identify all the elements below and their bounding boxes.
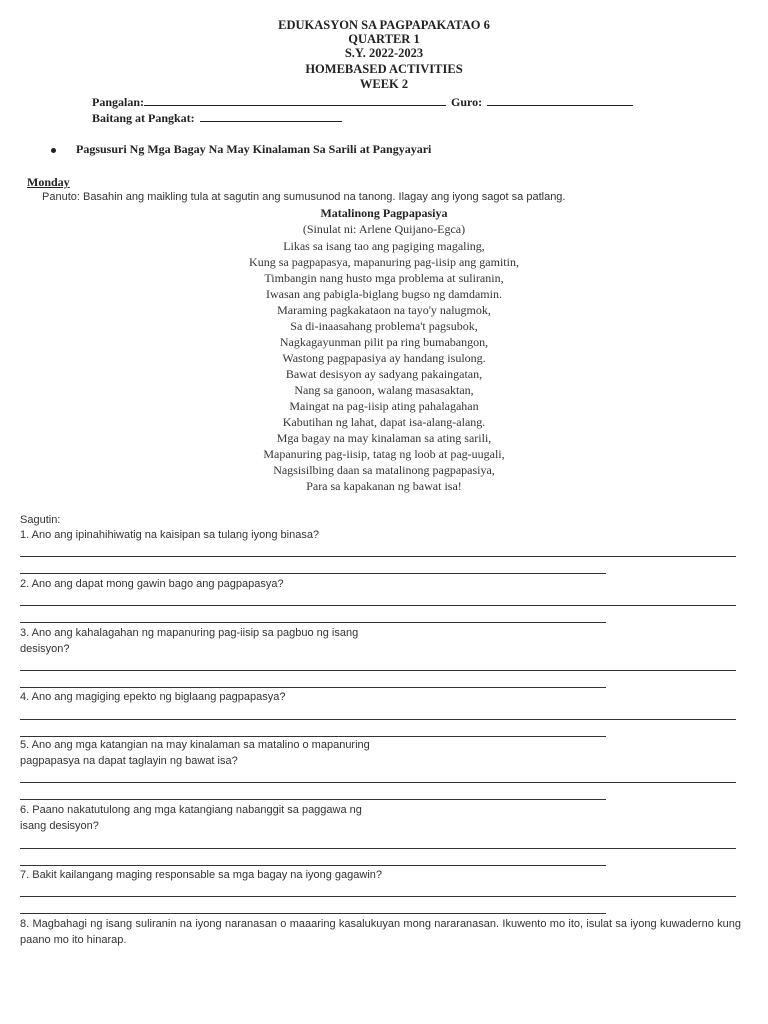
week-label: WEEK 2 — [359, 77, 409, 91]
day-heading: Monday — [27, 175, 70, 189]
poem-title: Matalinong Pagpapasiya — [320, 206, 448, 220]
question-5-cont: pagpapasya na dapat taglayin ng bawat isa? — [20, 755, 238, 767]
poem-line: Likas sa isang tao ang pagiging magaling, — [283, 239, 485, 253]
answer-line[interactable] — [20, 736, 606, 737]
question-6-cont: isang desisyon? — [20, 820, 99, 832]
poem-line: Timbangin nang husto mga problema at suliranin, — [264, 271, 504, 285]
question-4: 4. Ano ang magiging epekto ng biglaang pagpapasya? — [20, 691, 286, 703]
poem-author: (Sinulat ni: Arlene Quijano-Egca) — [302, 222, 466, 236]
name-label: Pangalan: — [92, 95, 145, 109]
answer-line[interactable] — [20, 719, 736, 720]
answer-line[interactable] — [20, 670, 736, 671]
answer-line[interactable] — [20, 573, 606, 574]
answer-line[interactable] — [20, 605, 736, 606]
instructions-text: Panuto: Basahin ang maikling tula at sagutin ang sumusunod na tanong. Ilagay ang iyong sagot sa patlang. — [42, 191, 566, 203]
poem-line: Maingat na pag-iisip ating pahalagahan — [289, 399, 479, 413]
question-7: 7. Bakit kailangang maging responsable sa mga bagay na iyong gagawin? — [20, 869, 383, 881]
answer-line[interactable] — [20, 848, 736, 849]
activity-title: HOMEBASED ACTIVITIES — [305, 62, 463, 76]
poem-line: Kabutihan ng lahat, dapat isa-alang-alang. — [282, 415, 486, 429]
poem-line: Bawat desisyon ay sadyang pakaingatan, — [285, 367, 483, 381]
poem-line: Wastong pagpapasiya ay handang isulong. — [282, 351, 486, 365]
answer-line[interactable] — [20, 622, 606, 623]
answer-line[interactable] — [20, 799, 606, 800]
name-blank[interactable] — [144, 93, 446, 106]
question-8: 8. Magbahagi ng isang suliranin na iyong naranasan o maaaring kasalukuyan mong nararanasan. Ikuwento mo ito, isulat sa iyong kuwaderno kung paano mo ito hinarap. — [20, 918, 741, 946]
poem-line: Sa di-inaasahang problema't pagsubok, — [290, 319, 478, 333]
poem-line: Maraming pagkakataon na tayo'y nalugmok, — [277, 303, 491, 317]
answer-label: Sagutin: — [20, 514, 61, 526]
quarter-label: QUARTER 1 — [348, 32, 420, 46]
grade-blank[interactable] — [200, 109, 342, 122]
grade-label: Baitang at Pangkat: — [92, 111, 195, 125]
bullet-icon — [51, 148, 56, 153]
poem-line: Para sa kapakanan ng bawat isa! — [306, 479, 462, 493]
subject-title: EDUKASYON SA PAGPAPAKATAO 6 — [278, 18, 490, 32]
school-year-label: S.Y. 2022-2023 — [344, 46, 424, 60]
grade-field-row — [92, 109, 342, 126]
poem-line: Iwasan ang pabigla-biglang bugso ng damdamin. — [266, 287, 502, 301]
answer-line[interactable] — [20, 556, 736, 557]
poem-line: Nagkagayunman pilit pa ring bumabangon, — [279, 335, 489, 349]
name-field-row — [92, 93, 633, 110]
answer-line[interactable] — [20, 913, 606, 914]
poem-line: Kung sa pagpapasya, mapanuring pag-iisip ang gamitin, — [249, 255, 519, 269]
answer-line[interactable] — [20, 896, 736, 897]
question-3-cont: desisyon? — [20, 643, 70, 655]
question-5: 5. Ano ang mga katangian na may kinalaman sa matalino o mapanuring — [20, 739, 370, 751]
teacher-label: Guro: — [451, 95, 483, 109]
question-2: 2. Ano ang dapat mong gawin bago ang pagpapasya? — [20, 578, 284, 590]
answer-line[interactable] — [20, 865, 606, 866]
poem-line: Mga bagay na may kinalaman sa ating sarili, — [276, 431, 492, 445]
poem-line: Mapanuring pag-iisip, tatag ng loob at pag-uugali, — [263, 447, 505, 461]
poem-line: Nang sa ganoon, walang masasaktan, — [294, 383, 474, 397]
question-1: 1. Ano ang ipinahihiwatig na kaisipan sa tulang iyong binasa? — [20, 529, 320, 541]
topic-title: Pagsusuri Ng Mga Bagay Na May Kinalaman Sa Sarili at Pangyayari — [76, 142, 432, 156]
question-3: 3. Ano ang kahalagahan ng mapanuring pag-iisip sa pagbuo ng isang — [20, 627, 359, 639]
question-6: 6. Paano nakatutulong ang mga katangiang nabanggit sa paggawa ng — [20, 804, 362, 816]
teacher-blank[interactable] — [487, 93, 633, 106]
poem-line: Nagsisilbing daan sa matalinong pagpapasiya, — [273, 463, 495, 477]
answer-line[interactable] — [20, 782, 736, 783]
answer-line[interactable] — [20, 687, 606, 688]
